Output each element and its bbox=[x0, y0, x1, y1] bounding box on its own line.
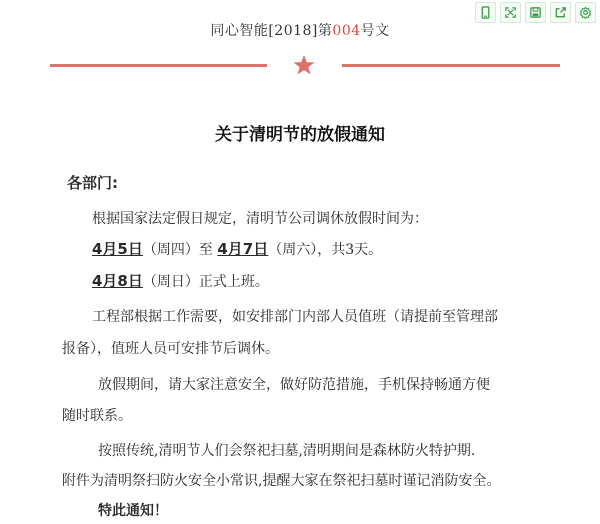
holiday-end-date: 4月7日 bbox=[217, 240, 269, 258]
share-icon bbox=[554, 6, 567, 19]
document-number bbox=[0, 20, 600, 40]
paragraph-holiday bbox=[92, 238, 382, 259]
paragraph-safety-line2: 随时联系。 bbox=[62, 408, 132, 424]
return-rest: （周日）正式上班。 bbox=[142, 274, 269, 290]
mobile-view-icon bbox=[479, 6, 492, 19]
header-divider-right bbox=[342, 64, 560, 67]
paragraph-engineering-line1: 工程部根据工作需要，如安排部门内部人员值班（请提前至管理部 bbox=[92, 309, 498, 325]
paragraph-tradition-line2: 附件为清明祭扫防火安全小常识,提醒大家在祭祀扫墓时谨记消防安全。 bbox=[62, 473, 501, 489]
header-divider-left bbox=[50, 64, 267, 67]
document-number-suffix: 号文 bbox=[360, 23, 390, 39]
holiday-start-date: 4月5日 bbox=[92, 240, 143, 258]
paragraph-tradition-line1: 按照传统,清明节人们会祭祀扫墓,清明期间是森林防火特护期. bbox=[98, 443, 476, 459]
return-date: 4月8日 bbox=[92, 272, 143, 290]
paragraph-intro: 根据国家法定假日规定，清明节公司调休放假时间为： bbox=[92, 211, 428, 227]
closing-text: 特此通知！ bbox=[98, 503, 168, 519]
document-number-value: 004 bbox=[332, 23, 361, 39]
document-number-prefix: 同心智能[2018]第 bbox=[210, 23, 333, 39]
paragraph-safety-line1: 放假期间，请大家注意安全，做好防范措施，手机保持畅通方便 bbox=[98, 377, 490, 393]
page-title: 关于清明节的放假通知 bbox=[215, 125, 385, 145]
settings-icon bbox=[579, 6, 592, 19]
star-icon bbox=[292, 54, 316, 76]
save-icon bbox=[529, 6, 542, 19]
salutation: 各部门: bbox=[67, 174, 118, 192]
paragraph-return bbox=[92, 270, 269, 291]
fullscreen-icon bbox=[504, 6, 517, 19]
holiday-start-weekday: （周四）至 bbox=[142, 242, 213, 258]
holiday-end-rest: （周六），共3天。 bbox=[268, 242, 383, 258]
paragraph-engineering-line2: 报备），值班人员可安排节后调休。 bbox=[62, 341, 279, 357]
